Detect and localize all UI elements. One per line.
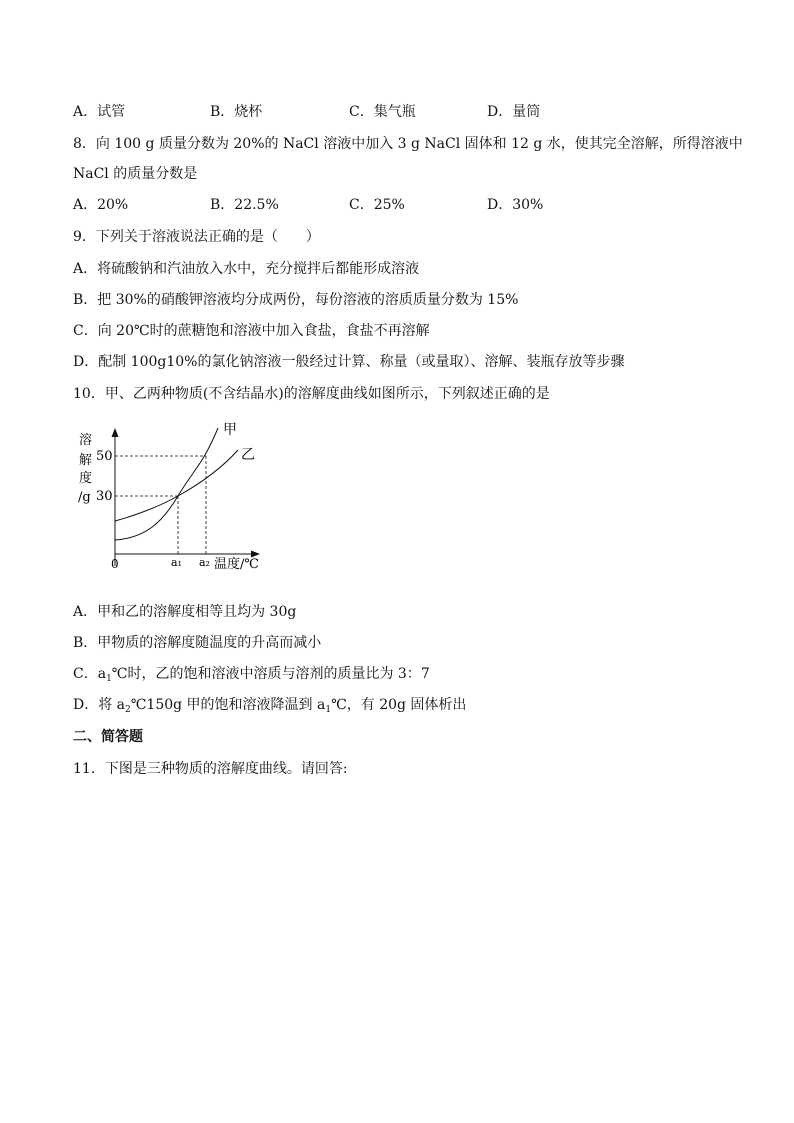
x-tick-a1: a₁: [171, 556, 182, 569]
q10-option-d: [73, 696, 466, 719]
q10-option-a: A．甲和乙的溶解度相等且均为 30g: [73, 604, 297, 620]
series-label-yi: 乙: [241, 447, 255, 463]
x-tick-a2: a₂: [199, 556, 210, 569]
q9-stem: 9．下列关于溶液说法正确的是（ ）: [73, 229, 320, 245]
q10-option-b: B．甲物质的溶解度随温度的升高而减小: [73, 635, 322, 651]
q9-option-d: D．配制 100g10%的氯化钠溶液一般经过计算、称量（或量取）、溶解、装瓶存放等步骤: [73, 354, 625, 370]
origin-label: 0: [111, 557, 119, 571]
q7-option-c: C．集气瓶: [349, 104, 416, 120]
q10-option-c: [73, 665, 430, 688]
q10-option-d-mid: ℃150g 甲的饱和溶液降温到 a: [130, 697, 326, 713]
q10-option-c-post: ℃时，乙的饱和溶液中溶质与溶剂的质量比为 3：7: [111, 666, 430, 682]
y-tick-30: 30: [96, 489, 113, 504]
series-label-jia: 甲: [223, 422, 237, 438]
q8-stem-line2: NaCl 的质量分数是: [73, 166, 198, 182]
q10-stem: 10．甲、乙两种物质(不含结晶水)的溶解度曲线如图所示，下列叙述正确的是: [73, 386, 550, 402]
q9-option-a: A．将硫酸钠和汽油放入水中，充分搅拌后都能形成溶液: [73, 261, 420, 277]
q10-option-d-sub2: 1: [325, 705, 332, 715]
q7-option-d: D．量筒: [487, 104, 541, 120]
x-axis-label: 温度/℃: [214, 557, 259, 572]
q10-option-d-post: ℃，有 20g 固体析出: [331, 697, 467, 713]
q8-option-d: D．30%: [487, 197, 544, 213]
ylabel-char-4: /g: [78, 490, 91, 505]
curve-yi: [115, 450, 238, 521]
q10-option-c-pre: C．a: [73, 666, 107, 682]
section-title-short-answer: 二、简答题: [73, 729, 143, 745]
q7-option-b: B．烧杯: [210, 104, 263, 120]
q10-option-c-sub: 1: [106, 674, 112, 684]
q8-stem-line1: 8．向 100 g 质量分数为 20%的 NaCl 溶液中加入 3 g NaCl 固体和 12 g 水，使其完全溶解，所得溶液中: [73, 136, 743, 152]
ylabel-char-1: 溶: [79, 433, 93, 448]
y-axis-arrow: [112, 428, 119, 437]
q8-option-b: B．22.5%: [210, 197, 279, 213]
q9-option-c: C．向 20℃时的蔗糖饱和溶液中加入食盐，食盐不再溶解: [73, 323, 430, 339]
ylabel-char-2: 解: [79, 453, 93, 468]
y-tick-50: 50: [96, 449, 113, 464]
solubility-chart: [70, 418, 280, 580]
q8-option-a: A．20%: [73, 197, 129, 213]
q9-option-b: B．把 30%的硝酸钾溶液均分成两份，每份溶液的溶质质量分数为 15%: [73, 292, 519, 308]
q10-option-d-pre: D．将 a: [73, 697, 126, 713]
q11-stem: 11．下图是三种物质的溶解度曲线。请回答:: [73, 761, 348, 777]
ylabel-char-3: 度: [79, 471, 93, 486]
q8-option-c: C．25%: [349, 197, 405, 213]
q10-option-d-sub1: 2: [125, 705, 131, 715]
q7-option-a: A．试管: [73, 104, 126, 120]
curve-jia: [115, 428, 218, 540]
